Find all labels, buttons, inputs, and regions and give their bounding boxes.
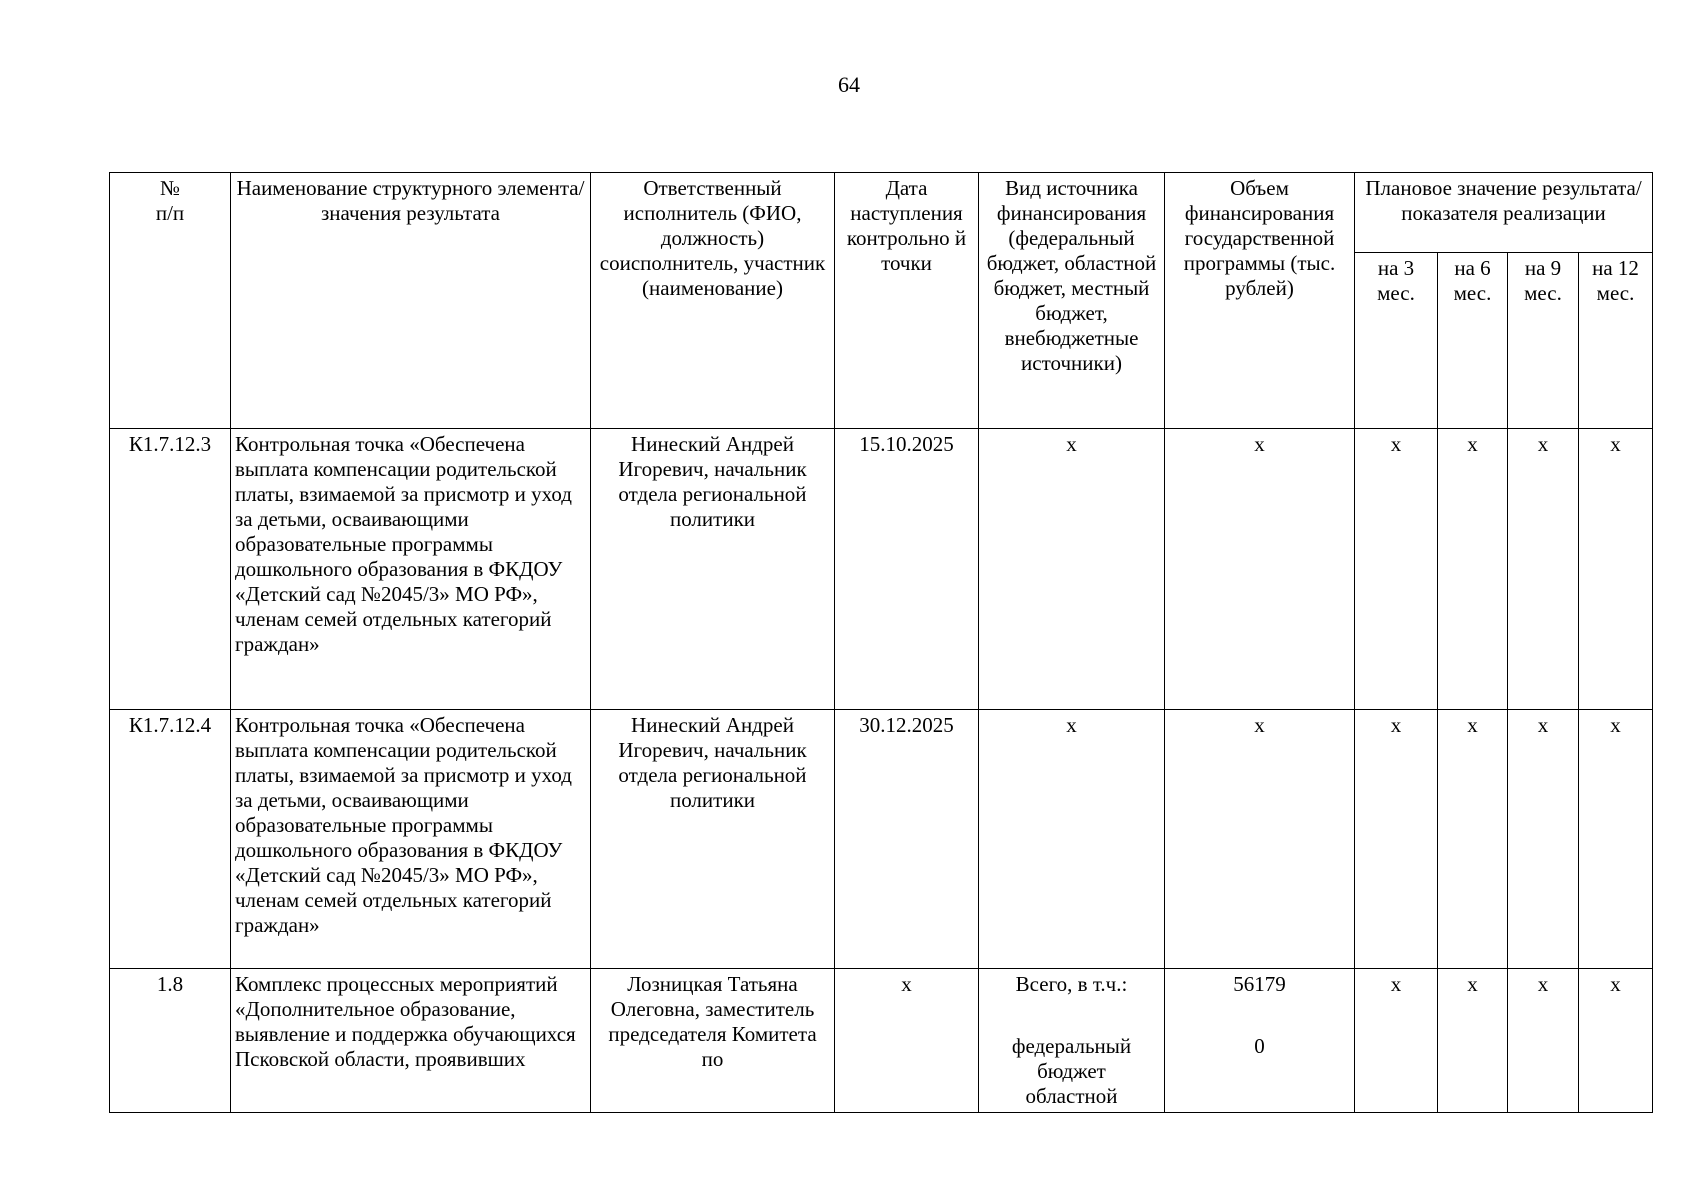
header-q3: на 3 мес. — [1355, 253, 1438, 429]
row-q9: х — [1508, 429, 1579, 710]
row-date: 15.10.2025 — [835, 429, 979, 710]
row-q6: х — [1438, 429, 1508, 710]
row-source: х — [979, 710, 1165, 969]
row-date: 30.12.2025 — [835, 710, 979, 969]
row-q9: х — [1508, 969, 1579, 1113]
header-row — [110, 173, 1653, 253]
volume-federal: 0 — [1254, 1034, 1265, 1058]
header-plan: Плановое значение результата/показателя реализации — [1355, 173, 1653, 253]
row-date: х — [835, 969, 979, 1113]
source-federal: федеральный бюджет — [1011, 1034, 1132, 1083]
row-source — [979, 969, 1165, 1113]
header-q6: на 6 мес. — [1438, 253, 1508, 429]
header-num: № п/п — [110, 173, 231, 429]
table-row — [110, 969, 1653, 1113]
header-responsible: Ответственный исполнитель (ФИО, должность) соисполнитель, участник (наименование) — [591, 173, 835, 429]
header-name: Наименование структурного элемента/ значения результата — [231, 173, 591, 429]
header-q9: на 9 мес. — [1508, 253, 1579, 429]
row-volume: х — [1165, 710, 1355, 969]
row-q6: х — [1438, 710, 1508, 969]
page-number: 64 — [838, 72, 860, 97]
table-row — [110, 710, 1653, 969]
header-q12: на 12 мес. — [1579, 253, 1653, 429]
header-source: Вид источника финансирования (федеральный бюджет, областной бюджет, местный бюджет, внебюджетные источники) — [979, 173, 1165, 429]
row-source: х — [979, 429, 1165, 710]
header-date: Дата наступления контрольно й точки — [835, 173, 979, 429]
row-q12: х — [1579, 710, 1653, 969]
source-total: Всего, в т.ч.: — [1015, 972, 1128, 996]
row-q3: х — [1355, 429, 1438, 710]
row-name: Контрольная точка «Обеспечена выплата компенсации родительской платы, взимаемой за присмотр и уход за детьми, осваивающими образовательные программы дошкольного образования в ФКДОУ «Детский сад №2045/3» МО РФ», членам семей отдельных категорий граждан» — [231, 710, 591, 969]
row-q3: х — [1355, 710, 1438, 969]
row-responsible: Лозницкая Татьяна Олеговна, заместитель председателя Комитета по — [591, 969, 835, 1113]
row-responsible: Нинеский Андрей Игоревич, начальник отдела региональной политики — [591, 710, 835, 969]
row-name: Контрольная точка «Обеспечена выплата компенсации родительской платы, взимаемой за присмотр и уход за детьми, осваивающими образовательные программы дошкольного образования в ФКДОУ «Детский сад №2045/3» МО РФ», членам семей отдельных категорий граждан» — [231, 429, 591, 710]
row-num: К1.7.12.3 — [110, 429, 231, 710]
plan-table — [109, 172, 1653, 1113]
row-q6: х — [1438, 969, 1508, 1113]
row-responsible: Нинеский Андрей Игоревич, начальник отдела региональной политики — [591, 429, 835, 710]
row-q12: х — [1579, 969, 1653, 1113]
table-row — [110, 429, 1653, 710]
row-q9: х — [1508, 710, 1579, 969]
volume-total: 56179 — [1233, 972, 1286, 996]
source-regional: областной — [1025, 1084, 1118, 1108]
row-q12: х — [1579, 429, 1653, 710]
row-volume — [1165, 969, 1355, 1113]
header-volume: Объем финансирования государственной программы (тыс. рублей) — [1165, 173, 1355, 429]
row-q3: х — [1355, 969, 1438, 1113]
row-volume: х — [1165, 429, 1355, 710]
row-num: К1.7.12.4 — [110, 710, 231, 969]
row-num: 1.8 — [110, 969, 231, 1113]
row-name: Комплекс процессных мероприятий «Дополнительное образование, выявление и поддержка обучающихся Псковской области, проявивших — [231, 969, 591, 1113]
